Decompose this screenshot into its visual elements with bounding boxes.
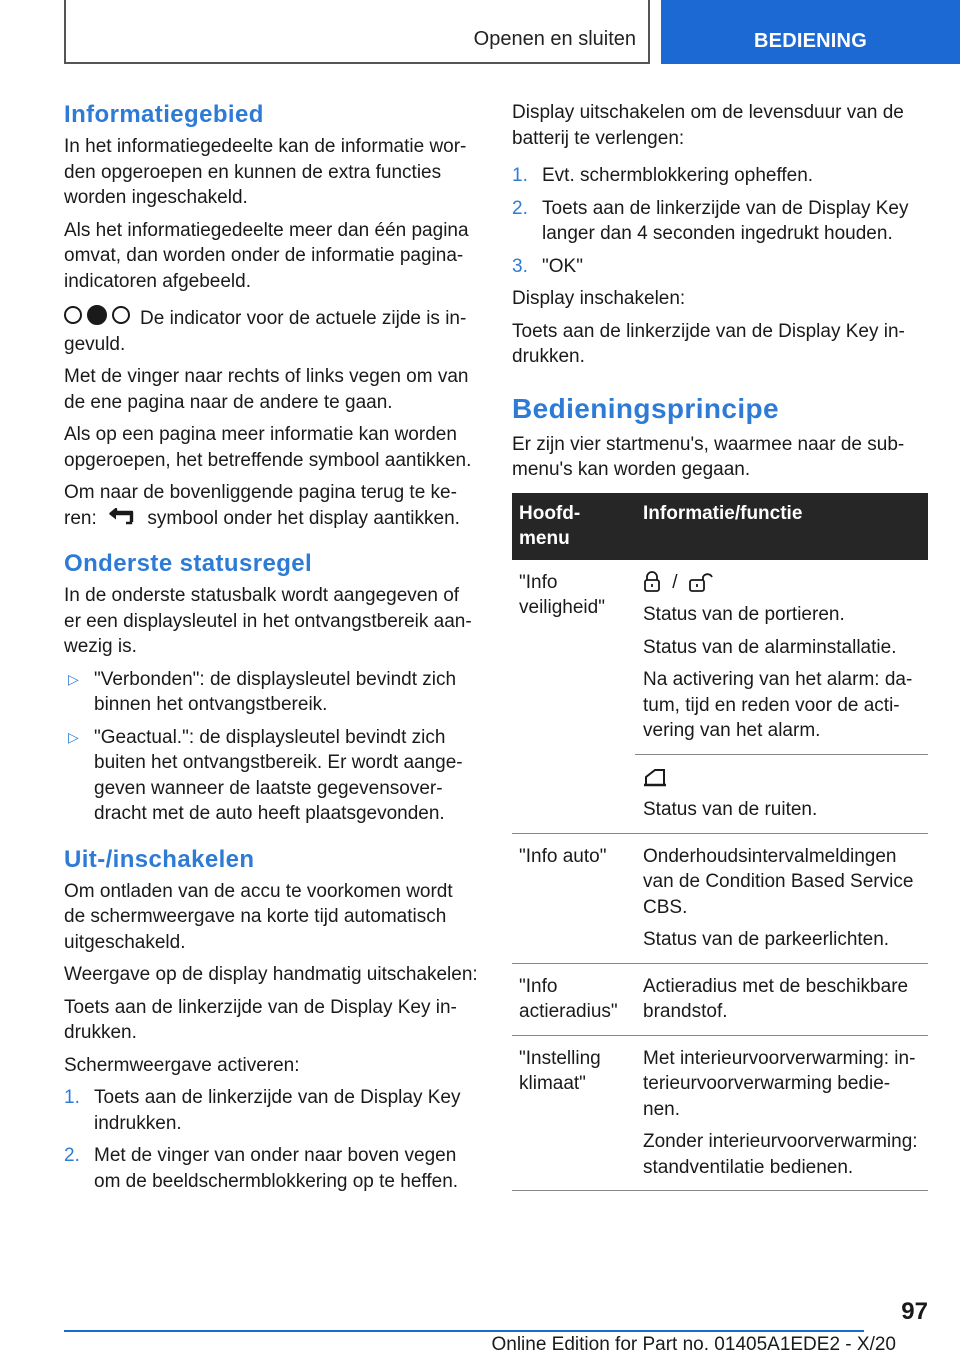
info-line: Status van de portieren.	[643, 604, 845, 625]
right-column	[512, 100, 928, 1191]
table-row	[512, 833, 928, 963]
indicator-text: De indicator voor de actuele zijde is in-gevuld.	[64, 308, 467, 355]
inner-divider	[635, 754, 928, 755]
table-cell-menu: "Instelling klimaat"	[512, 1035, 636, 1191]
list-item	[64, 725, 478, 827]
left-column	[64, 100, 478, 1201]
back-paragraph	[64, 480, 478, 531]
heading-bedieningsprincipe: Bedieningsprincipe	[512, 392, 780, 424]
window-icon	[643, 766, 667, 788]
list-item	[64, 1143, 478, 1194]
table-cell-menu: "Info veiligheid"	[512, 560, 636, 834]
step-number: 2.	[512, 197, 528, 219]
paragraph: Toets aan de linkerzijde van de Display Key in-drukken.	[64, 996, 457, 1043]
paragraph: Met de vinger naar rechts of links vegen om van de ene pagina naar de andere te gaan.	[64, 366, 469, 413]
heading-onderste-statusregel: Onderste statusregel	[64, 550, 313, 577]
list-item	[64, 667, 478, 718]
indicator-dot-filled	[87, 305, 107, 325]
info-line: Status van de alarminstallatie.	[643, 636, 897, 658]
paragraph: Er zijn vier startmenu's, waarmee naar de sub-menu's kan worden gegaan.	[512, 433, 905, 480]
table-header-row	[512, 493, 928, 560]
info-line: Met interieurvoorverwarming: in-terieurvoorverwarming bedie-nen.	[643, 1047, 916, 1120]
list-item	[512, 254, 928, 280]
paragraph: Display inschakelen:	[512, 288, 686, 309]
table-cell-info	[636, 963, 928, 1035]
paragraph: In het informatiegedeelte kan de informatie wor-den opgeroepen en kunnen de extra functies worden ingeschakeld.	[64, 136, 467, 208]
indicator-dot-empty	[64, 306, 82, 324]
paragraph: Display uitschakelen om de levensduur van de batterij te verlengen:	[512, 102, 904, 149]
table-cell-menu: "Info actieradius"	[512, 963, 636, 1035]
header-rule-divider	[648, 0, 650, 64]
info-line: Status van de parkeerlichten.	[643, 929, 890, 950]
step-number: 1.	[512, 165, 528, 186]
step-text: Met de vinger van onder naar boven vegen om de beeldschermblokkering op te heffen.	[94, 1145, 459, 1192]
info-line: Status van de ruiten.	[643, 799, 818, 820]
info-line: Actieradius met de beschikbare brandstof.	[643, 975, 909, 1022]
bullet-text: "Verbonden": de displaysleutel bevindt zich binnen het ontvangstbereik.	[94, 668, 457, 715]
header-rule-bottom	[64, 62, 650, 64]
lock-closed-icon	[643, 571, 661, 593]
back-text-b: symbool onder het display aantikken.	[147, 507, 460, 529]
step-number: 3.	[512, 255, 528, 277]
table-header-info: Informatie/functie	[636, 493, 928, 560]
table-cell-menu: "Info auto"	[512, 833, 636, 963]
table-cell-info	[636, 833, 928, 963]
bullet-text: "Geactual.": de displaysleutel bevindt zich buiten het ontvangstbereik. Er wordt aange-geven wanneer de laatste gegevensover-dracht met de auto heeft plaatsgevonden.	[94, 726, 463, 824]
lock-open-icon	[689, 571, 713, 593]
info-line: Zonder interieurvoorverwarming: standventilatie bedienen.	[643, 1131, 918, 1178]
paragraph: Om ontladen van de accu te voorkomen wordt de schermweergave na korte tijd automatisch uitgeschakeld.	[64, 880, 453, 953]
list-item	[512, 163, 928, 189]
back-text-a: Om naar de bovenliggende pagina terug te ke-ren:	[64, 482, 457, 529]
heading-uit-inschakelen: Uit-/inschakelen	[64, 845, 255, 873]
table-header-menu: Hoofd-menu	[512, 493, 636, 560]
info-line: Onderhoudsintervalmeldingen van de Condition Based Service CBS.	[643, 845, 914, 918]
info-line: Na activering van het alarm: da-tum, tijd en reden voor de acti-vering van het alarm.	[643, 669, 913, 741]
main-menu-table	[512, 493, 928, 1192]
paragraph: Toets aan de linkerzijde van de Display Key in-drukken.	[512, 320, 905, 367]
header-section-title: Openen en sluiten	[473, 28, 636, 50]
heading-informatiegebied: Informatiegebied	[64, 101, 264, 128]
step-text: "OK"	[542, 255, 583, 277]
header-chapter-tab[interactable]: BEDIENING	[661, 0, 960, 64]
table-cell-info	[636, 560, 928, 834]
indicator-dot-empty	[112, 306, 130, 324]
footer-rule	[64, 1330, 864, 1332]
list-item	[512, 196, 928, 247]
table-row	[512, 1035, 928, 1191]
table-cell-info	[636, 1035, 928, 1191]
step-number: 1.	[64, 1087, 80, 1108]
footer-edition: Online Edition for Part no. 01405A1EDE2 - X/20	[491, 1334, 896, 1355]
paragraph: Weergave op de display handmatig uitschakelen:	[64, 964, 478, 985]
paragraph: In de onderste statusbalk wordt aangegeven of er een displaysleutel in het ontvangstbereik aan-wezig is.	[64, 585, 472, 657]
table-row	[512, 560, 928, 834]
step-text: Toets aan de linkerzijde van de Display Key indrukken.	[94, 1087, 461, 1134]
paragraph: Als het informatiegedeelte meer dan één pagina omvat, dan worden onder de informatie pagina-indicatoren afgebeeld.	[64, 219, 469, 292]
list-item	[64, 1085, 478, 1136]
paragraph: Als op een pagina meer informatie kan worden opgeroepen, het betreffende symbool aantikken.	[64, 424, 472, 471]
paragraph: Schermweergave activeren:	[64, 1054, 300, 1076]
back-arrow-icon	[108, 508, 136, 528]
bullet-triangle-icon: ▷	[68, 728, 79, 745]
table-row	[512, 963, 928, 1035]
indicator-paragraph	[64, 301, 478, 357]
page-indicator-icon	[64, 305, 130, 325]
bullet-triangle-icon: ▷	[68, 670, 79, 687]
step-text: Evt. schermblokkering opheffen.	[542, 165, 814, 186]
icon-separator: /	[672, 571, 678, 593]
page-number: 97	[901, 1298, 928, 1325]
step-text: Toets aan de linkerzijde van de Display Key langer dan 4 seconden ingedrukt houden.	[542, 197, 909, 244]
step-number: 2.	[64, 1145, 80, 1166]
